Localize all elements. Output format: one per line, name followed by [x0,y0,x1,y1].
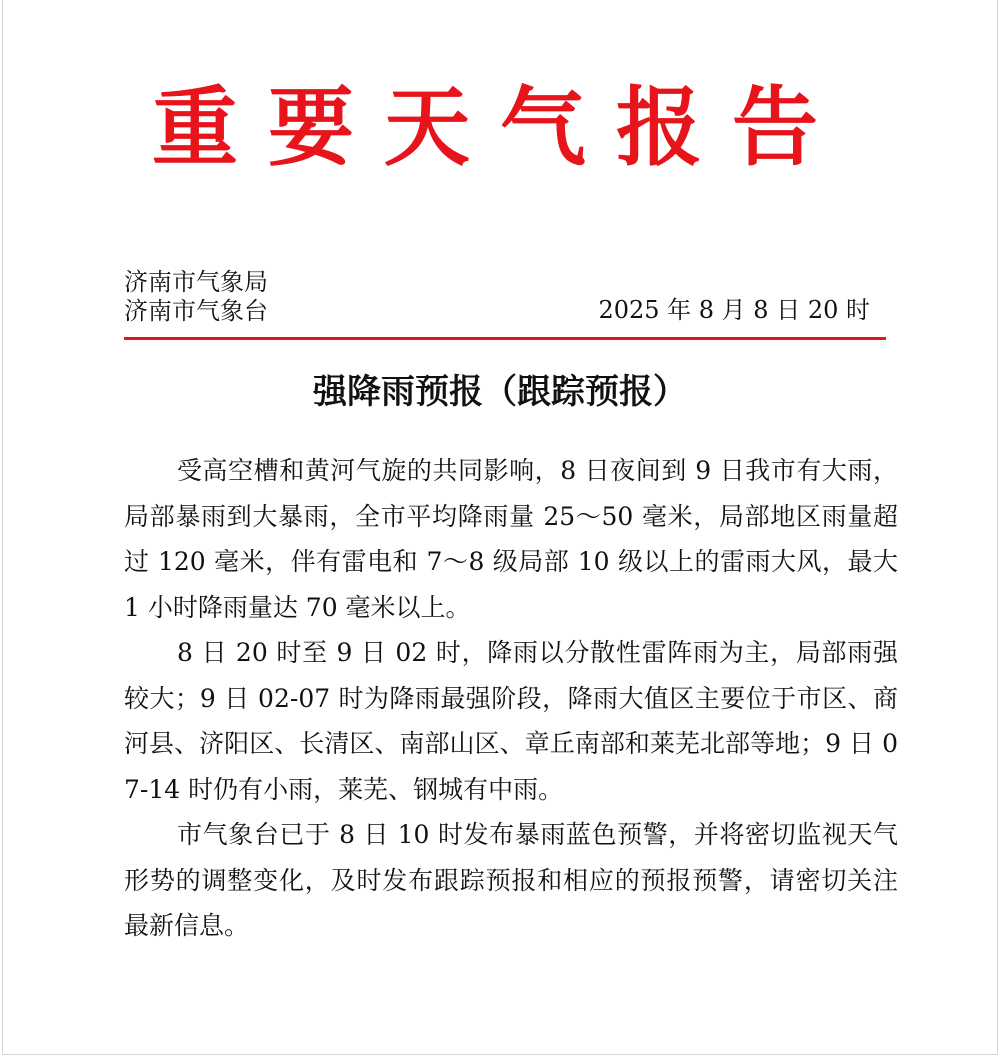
issuer-block [124,268,268,326]
paragraph-forecast-summary: 受高空槽和黄河气旋的共同影响，8 日夜间到 9 日我市有大雨，局部暴雨到大暴雨，全市平均降雨量 25～50 毫米，局部地区雨量超过 120 毫米，伴有雷电和 7～8 级局部 10 级以上的雷雨大风，最大 1 小时降雨量达 70 毫米以上。 [124,456,898,622]
masthead-title: 重要天气报告 [152,77,848,178]
paragraph-warning-notice: 市气象台已于 8 日 10 时发布暴雨蓝色预警，并将密切监视天气形势的调整变化，及时发布跟踪预报和相应的预报预警，请密切关注最新信息。 [124,820,898,940]
issuer-bureau: 济南市气象局 [124,268,268,296]
document-body [124,448,898,949]
document-title: 强降雨预报（跟踪预报） [313,372,687,412]
issuer-observatory: 济南市气象台 [124,297,268,325]
red-divider-line [124,337,886,340]
issue-datetime: 2025 年 8 月 8 日 20 时 [598,296,870,324]
paragraph-timing-areas: 8 日 20 时至 9 日 02 时，降雨以分散性雷阵雨为主，局部雨强较大；9 日 02-07 时为降雨最强阶段，降雨大值区主要位于市区、商河县、济阳区、长清区、南部山区、章丘南部和莱芜北部等地；9 日 07-14 时仍有小雨，莱芜、钢城有中雨。 [124,638,898,804]
